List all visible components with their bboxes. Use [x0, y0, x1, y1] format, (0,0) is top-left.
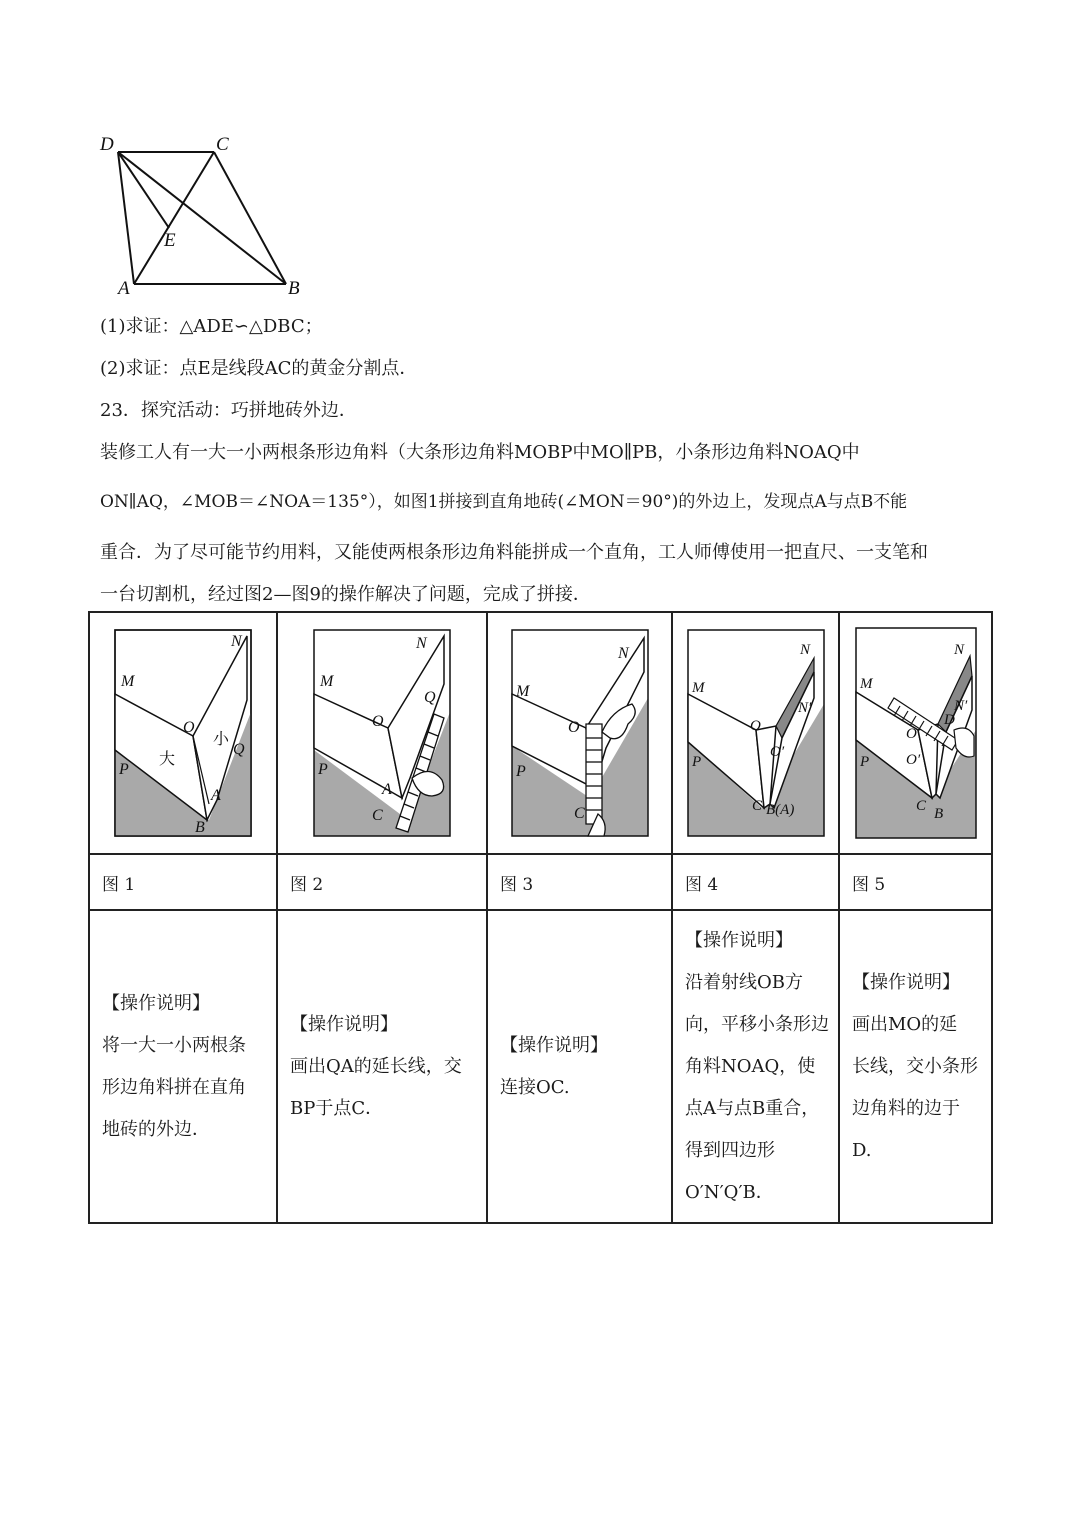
label-e: E: [164, 230, 176, 251]
figure-3-description: [487, 910, 672, 1223]
fig5-label-n-prime: N′: [953, 698, 967, 714]
question-1: (1)求证：△ADE∽△DBC；: [100, 316, 323, 337]
fig2-label-o: O: [372, 713, 384, 730]
desc-4-line-7: O′N′Q′B．: [685, 1181, 774, 1203]
desc-4-line-1: 【操作说明】: [685, 929, 793, 951]
fig4-label-m: M: [691, 680, 704, 696]
fig5-label-p: P: [859, 754, 869, 770]
fig3-label-o: O: [567, 719, 580, 736]
figure-1-description: [89, 910, 277, 1223]
figure-5-description: [839, 910, 992, 1223]
desc-3-line-1: 【操作说明】: [500, 1034, 608, 1056]
desc-1-line-3: 形边角料拼在直角: [102, 1076, 246, 1098]
figure-1-caption: 图 1: [89, 854, 277, 910]
desc-4-line-2: 沿着射线OB方: [685, 971, 803, 993]
fig1-label-q: Q: [233, 741, 245, 758]
fig2-label-p: P: [318, 761, 328, 778]
desc-1-line-1: 【操作说明】: [102, 992, 210, 1014]
desc-2-line-2: 画出QA的延长线，交: [290, 1055, 462, 1077]
figure-2: [312, 628, 452, 838]
captions-row: [89, 854, 992, 910]
label-a: A: [118, 278, 130, 299]
desc-3-line-2: 连接OC.: [500, 1076, 570, 1098]
desc-4-line-6: 得到四边形: [685, 1139, 775, 1161]
fig5-label-d: D: [943, 712, 955, 728]
question-2: (2)求证：点E是线段AC的黄金分割点．: [100, 358, 418, 379]
desc-5-line-2: 画出MO的延: [852, 1013, 958, 1035]
descriptions-row: [89, 910, 992, 1223]
figure-5: [854, 626, 978, 840]
figure-3: [510, 628, 650, 838]
desc-4-line-4: 角料NOAQ，使: [685, 1055, 816, 1077]
fig5-label-o: O: [905, 726, 917, 742]
desc-5-line-3: 长线，交小条形: [852, 1055, 978, 1077]
fig5-label-c: C: [915, 798, 926, 814]
figure-5-caption: 图 5: [839, 854, 992, 910]
fig1-label-m: M: [121, 673, 135, 690]
fig4-label-b-a: B(A): [765, 802, 794, 818]
fig1-label-o: O: [183, 719, 195, 736]
figure-2-description: [277, 910, 487, 1223]
fig1-label-b: B: [195, 819, 205, 836]
figure-3-caption: 图 3: [487, 854, 672, 910]
fig1-label-big: 大: [159, 751, 176, 768]
fig3-label-c: C: [573, 805, 585, 822]
segment-cb: [214, 152, 286, 284]
fig4-label-p: P: [691, 754, 701, 770]
figure-5-cell: [839, 612, 992, 854]
problem-23-line-3: 重合．为了尽可能节约用料，又能使两根条形边角料能拼成一个直角，工人师傅使用一把直尺、一支笔和: [100, 542, 928, 563]
figure-4: [686, 628, 826, 838]
fig4-label-n-prime: N′: [797, 700, 811, 716]
figure-2-caption: 图 2: [277, 854, 487, 910]
fig5-label-n: N: [953, 642, 964, 658]
desc-1-line-4: 地砖的外边．: [102, 1118, 210, 1140]
fig1-label-a: A: [211, 787, 221, 804]
problem-23-line-1: 装修工人有一大一小两根条形边角料（大条形边角料MOBP中MO∥PB，小条形边角料NOAQ中: [100, 442, 860, 463]
desc-5-line-5: D.: [852, 1139, 872, 1161]
desc-4-line-5: 点A与点B重合，: [685, 1097, 820, 1119]
fig1-label-p: P: [119, 761, 129, 778]
figure-2-cell: [277, 612, 487, 854]
figure-3-cell: [487, 612, 672, 854]
label-d: D: [100, 134, 114, 155]
fig4-label-c: C: [751, 798, 762, 814]
label-b: B: [288, 278, 300, 299]
fig3-label-n: N: [617, 645, 629, 662]
fig4-label-n: N: [799, 642, 810, 658]
operations-table: [88, 611, 993, 1224]
problem-23-title: 23．探究活动：巧拼地砖外边．: [100, 400, 357, 421]
fig1-label-n: N: [231, 633, 242, 650]
fig5-label-m: M: [859, 676, 872, 692]
desc-2-line-1: 【操作说明】: [290, 1013, 398, 1035]
fig4-label-o: O: [749, 718, 761, 734]
desc-5-line-1: 【操作说明】: [852, 971, 960, 993]
figure-4-cell: [672, 612, 839, 854]
fig4-label-o-prime: O′: [769, 744, 784, 760]
fig2-label-n: N: [416, 635, 427, 652]
fig2-label-q: Q: [424, 689, 436, 706]
fig5-label-b: B: [933, 806, 943, 822]
desc-2-line-3: BP于点C．: [290, 1097, 384, 1119]
figure-4-description: [672, 910, 839, 1223]
figure-1: [113, 628, 253, 838]
fig3-label-m: M: [515, 683, 529, 700]
top-geometry-figure: [96, 128, 316, 300]
problem-23-line-2: ON∥AQ，∠MOB＝∠NOA＝135°），如图1拼接到直角地砖(∠MON＝90°)的外边上，发现点A与点B不能: [100, 492, 908, 512]
desc-4-line-3: 向，平移小条形边: [685, 1013, 829, 1035]
label-c: C: [216, 134, 229, 155]
problem-23-line-4: 一台切割机，经过图2—图9的操作解决了问题，完成了拼接．: [100, 584, 591, 605]
fig3-label-p: P: [515, 763, 526, 780]
fig2-label-m: M: [320, 673, 334, 690]
figure-4-caption: 图 4: [672, 854, 839, 910]
fig5-label-o-prime: O′: [905, 752, 920, 768]
fig1-label-small: 小: [213, 731, 230, 748]
fig2-label-a: A: [382, 781, 392, 798]
desc-1-line-2: 将一大一小两根条: [102, 1034, 246, 1056]
figure-1-cell: [89, 612, 277, 854]
desc-5-line-4: 边角料的边于: [852, 1097, 960, 1119]
figures-row: [89, 612, 992, 854]
fig2-label-c: C: [372, 807, 383, 824]
